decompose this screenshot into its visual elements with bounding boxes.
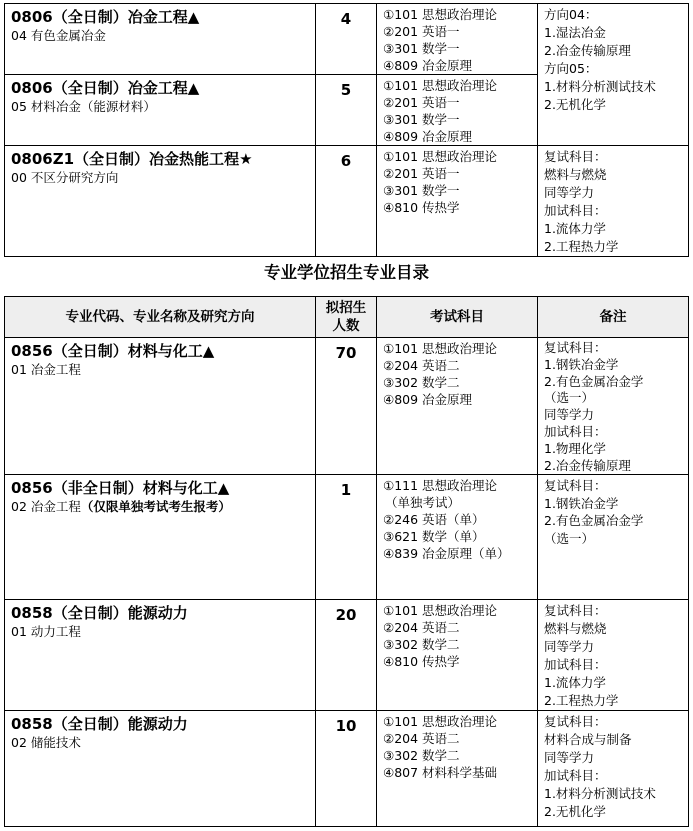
program-title: 0858（全日制）能源动力	[11, 715, 188, 734]
exam-subject: ③302 数学二	[383, 375, 460, 390]
program-cell	[5, 146, 316, 257]
exam-subject: ①101 思想政治理论	[383, 149, 498, 164]
program-title: 0858（全日制）能源动力	[11, 604, 188, 623]
research-direction-name: 02 冶金工程	[11, 499, 81, 515]
program-title: 0856（全日制）材料与化工▲	[11, 342, 215, 360]
exam-subject: ④807 材料科学基础	[383, 765, 498, 781]
remarks-cell	[538, 4, 689, 146]
exam-subjects-cell	[377, 475, 538, 600]
column-header-exam-subjects: 考试科目	[377, 297, 538, 338]
exam-subjects-cell	[377, 338, 538, 475]
research-direction: 00 不区分研究方向	[11, 170, 119, 185]
exam-subject: ①111 思想政治理论	[383, 478, 498, 494]
column-header-enrollment	[316, 297, 377, 338]
exam-subject: ③301 数学一	[383, 41, 460, 56]
remark-line: 同等学力	[544, 407, 595, 423]
remark-line: 复试科目：	[544, 340, 607, 355]
enrollment-count: 6	[340, 152, 352, 170]
exam-subject: ②204 英语二	[383, 358, 460, 373]
remark-line: 2.有色金属冶金学	[544, 373, 644, 389]
column-header-enrollment-line: 人数	[332, 318, 360, 334]
remark-line: 复试科目：	[544, 478, 607, 494]
remark-line: 同等学力	[544, 185, 595, 200]
remark-line: 2.冶金传输原理	[544, 43, 631, 58]
research-direction	[5, 497, 315, 515]
research-direction: 05 材料冶金（能源材料）	[11, 99, 156, 114]
enrollment-count: 70	[335, 344, 357, 362]
exam-subject: ①101 思想政治理论	[383, 341, 498, 356]
remarks-cell	[538, 600, 689, 711]
remark-line: 燃料与燃烧	[544, 621, 607, 637]
exam-subject: ②204 英语二	[383, 731, 460, 747]
remark-line: 2.有色金属冶金学	[544, 513, 644, 529]
table-row	[5, 600, 689, 711]
program-cell	[5, 475, 316, 600]
remark-line: 1.材料分析测试技术	[544, 79, 656, 94]
exam-subject: ②201 英语一	[383, 95, 460, 110]
remark-line: （选一）	[544, 530, 595, 546]
exam-subject: ③301 数学一	[383, 183, 460, 198]
exam-subject: ④809 冶金原理	[383, 129, 473, 144]
exam-subject: ②201 英语一	[383, 166, 460, 181]
exam-subject: ③302 数学二	[383, 637, 460, 653]
remark-line: 燃料与燃烧	[544, 167, 607, 182]
remark-line: 材料合成与制备	[544, 732, 632, 748]
table-row	[5, 146, 689, 257]
exam-subject: ②204 英语二	[383, 620, 460, 636]
remark-line: 方向04：	[544, 7, 598, 22]
remark-line: 2.无机化学	[544, 97, 606, 112]
remark-line: 加试科目：	[544, 657, 607, 673]
exam-subjects-cell	[377, 146, 538, 257]
remark-line: 同等学力	[544, 750, 595, 766]
column-header-remarks: 备注	[538, 297, 689, 338]
exam-subject: ①101 思想政治理论	[383, 714, 498, 730]
remark-line: 2.工程热力学	[544, 693, 619, 709]
exam-subjects-cell	[377, 4, 538, 75]
exam-subject: ④809 冶金原理	[383, 58, 473, 73]
enrollment-cell	[316, 600, 377, 711]
program-cell	[5, 75, 316, 146]
table-row	[5, 711, 689, 827]
professional-program-table	[4, 296, 689, 827]
research-direction: 02 储能技术	[11, 735, 81, 751]
exam-subject: （单独考试）	[385, 495, 461, 511]
enrollment-count: 4	[340, 10, 352, 28]
enrollment-cell	[316, 475, 377, 600]
remark-line: （选一）	[544, 390, 595, 406]
program-cell	[5, 600, 316, 711]
exam-subject: ③621 数学（单）	[383, 529, 485, 545]
table-header-row	[5, 297, 689, 338]
program-title: 0806Z1（全日制）冶金热能工程★	[11, 150, 253, 168]
research-direction: 01 动力工程	[11, 624, 81, 640]
exam-subject: ④810 传热学	[383, 200, 460, 215]
table-row	[5, 4, 689, 75]
remark-line: 复试科目：	[544, 714, 607, 730]
enrollment-count: 10	[335, 717, 357, 736]
remarks-cell	[538, 475, 689, 600]
remark-line: 1.流体力学	[544, 675, 606, 691]
exam-subject: ④839 冶金原理（单）	[383, 546, 510, 562]
research-direction-restriction: （仅限单独考试考生报考）	[80, 499, 231, 515]
academic-program-table	[4, 3, 689, 257]
program-cell	[5, 4, 316, 75]
program-cell	[5, 711, 316, 827]
enrollment-cell	[316, 711, 377, 827]
program-title: 0806（全日制）冶金工程▲	[11, 8, 200, 26]
remark-line: 复试科目：	[544, 603, 607, 619]
remark-line: 1.流体力学	[544, 221, 606, 236]
remark-line: 1.钢铁冶金学	[544, 495, 619, 511]
enrollment-count: 5	[340, 81, 352, 99]
exam-subject: ①101 思想政治理论	[383, 603, 498, 619]
table-row	[5, 475, 689, 600]
exam-subject: ④810 传热学	[383, 654, 460, 670]
remark-line: 1.钢铁冶金学	[544, 356, 619, 372]
exam-subject: ②246 英语（单）	[383, 512, 485, 528]
remark-line: 1.湿法冶金	[544, 25, 606, 40]
remark-line: 加试科目：	[544, 203, 607, 218]
remark-line: 2.无机化学	[544, 804, 606, 820]
enrollment-cell	[316, 75, 377, 146]
remark-line: 2.冶金传输原理	[544, 457, 631, 473]
program-title: 0856（非全日制）材料与化工▲	[11, 479, 230, 498]
table-row	[5, 338, 689, 475]
enrollment-cell	[316, 4, 377, 75]
remark-line: 2.工程热力学	[544, 239, 619, 254]
remark-line: 1.材料分析测试技术	[544, 786, 656, 802]
exam-subjects-cell	[377, 75, 538, 146]
exam-subject: ③301 数学一	[383, 112, 460, 127]
enrollment-count: 1	[340, 481, 352, 500]
exam-subject: ④809 冶金原理	[383, 392, 473, 407]
column-header-program: 专业代码、专业名称及研究方向	[5, 297, 316, 338]
exam-subject: ③302 数学二	[383, 748, 460, 764]
remark-line: 同等学力	[544, 639, 595, 655]
exam-subjects-cell	[377, 711, 538, 827]
remark-line: 1.物理化学	[544, 440, 606, 456]
exam-subject: ①101 思想政治理论	[383, 78, 498, 93]
section-title: 专业学位招生专业目录	[264, 263, 429, 282]
program-title: 0806（全日制）冶金工程▲	[11, 79, 200, 97]
exam-subject: ①101 思想政治理论	[383, 7, 498, 22]
remark-line: 方向05：	[544, 61, 598, 76]
remarks-cell	[538, 146, 689, 257]
exam-subject: ②201 英语一	[383, 24, 460, 39]
enrollment-cell	[316, 338, 377, 475]
exam-subjects-cell	[377, 600, 538, 711]
remark-line: 复试科目：	[544, 149, 607, 164]
program-cell	[5, 338, 316, 475]
research-direction: 04 有色金属冶金	[11, 28, 106, 43]
research-direction: 01 冶金工程	[11, 362, 81, 377]
enrollment-count: 20	[335, 606, 357, 625]
remarks-cell	[538, 338, 689, 475]
remark-line: 加试科目：	[544, 423, 607, 439]
remark-line: 加试科目：	[544, 768, 607, 784]
column-header-enrollment-line: 拟招生	[325, 300, 367, 316]
enrollment-cell	[316, 146, 377, 257]
remarks-cell	[538, 711, 689, 827]
